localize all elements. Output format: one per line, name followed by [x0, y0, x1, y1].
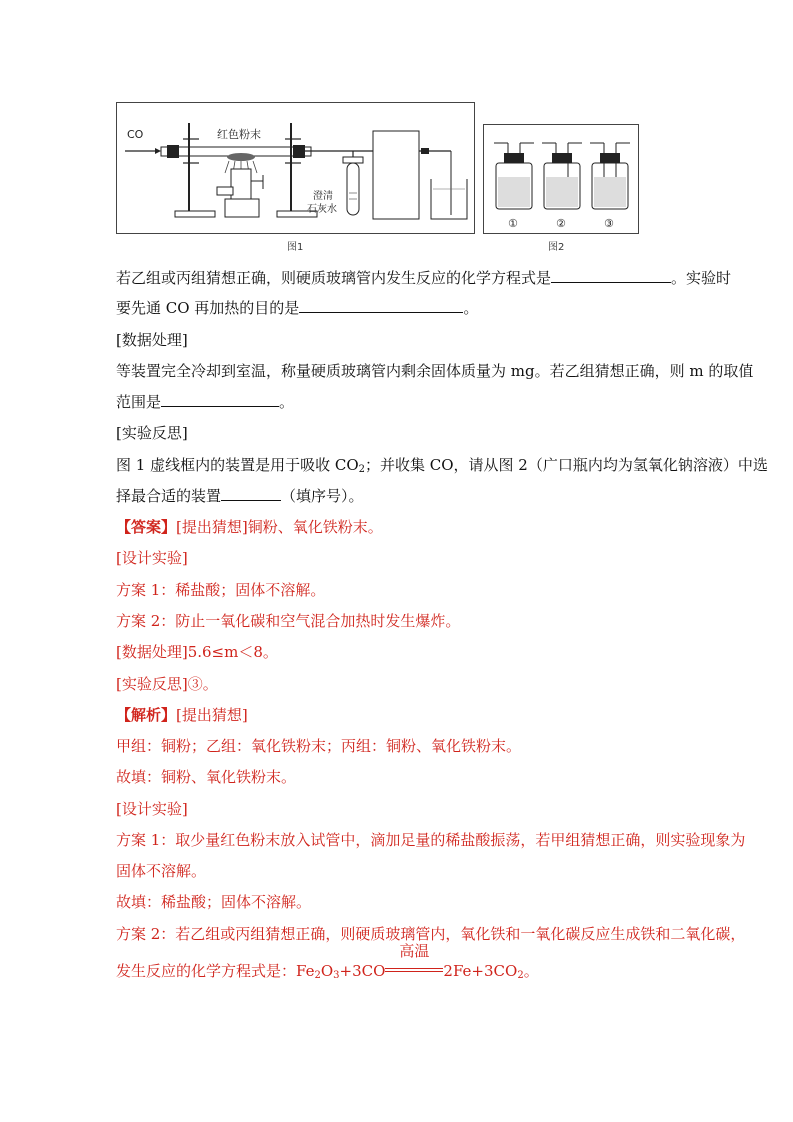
bottle-1-label: ①: [508, 217, 518, 230]
question-line-1: 若乙组或丙组猜想正确，则硬质玻璃管内发生反应的化学方程式是 。实验时: [116, 269, 732, 287]
analysis-tag: 【解析】: [116, 706, 177, 724]
section-data-processing: [数据处理]: [116, 331, 188, 349]
reaction-condition: 高温: [385, 961, 443, 981]
figure-1-apparatus: [116, 102, 475, 234]
analysis-line-3: 故填：铜粉、氧化铁粉末。: [116, 768, 297, 786]
red-powder-label: 红色粉末: [217, 128, 261, 141]
question-line-8: 择最合适的装置 （填序号）。: [116, 487, 364, 505]
stopper-right: [293, 145, 305, 158]
answer-line-1: 【答案】[提出猜想]铜粉、氧化铁粉末。: [116, 518, 383, 536]
figure-1-caption: 图1: [287, 242, 304, 253]
analysis-line-9-equation: 发生反应的化学方程式是：$Fe_2O_3+3CO$ 高温 $2Fe+3CO_2$。: [116, 942, 539, 981]
answer-blank-3: [161, 392, 279, 407]
answer-blank-4: [221, 486, 281, 501]
figure-2-bottles: [483, 124, 639, 234]
limewater-label-2: 石灰水: [307, 204, 337, 215]
analysis-line-1: 【解析】[提出猜想]: [116, 706, 248, 724]
co-label: CO: [127, 128, 144, 141]
apparatus-drawing: [117, 103, 474, 233]
analysis-line-7: 故填：稀盐酸；固体不溶解。: [116, 893, 312, 911]
answer-blank-2: [299, 298, 463, 313]
arrow-head-icon: [155, 148, 161, 154]
answer-line-6: [实验反思]③。: [116, 675, 218, 693]
answer-line-5: [数据处理]5.6≤m＜8。: [116, 643, 278, 661]
analysis-line-8: 方案 2：若乙组或丙组猜想正确，则硬质玻璃管内，氧化铁和一氧化碳反应生成铁和二氧化碳，: [116, 925, 746, 943]
answer-line-2: [设计实验]: [116, 549, 188, 567]
answer-blank-1: [551, 268, 671, 283]
test-tube: [347, 163, 359, 215]
section-reflection: [实验反思]: [116, 424, 188, 442]
answer-tag: 【答案】: [116, 518, 177, 536]
alcohol-lamp: [231, 169, 251, 199]
analysis-line-6: 固体不溶解。: [116, 862, 207, 880]
limewater-label-1: 澄清: [313, 191, 333, 202]
question-line-7: 图 1 虚线框内的装置是用于吸收 $CO_2$；并收集 CO，请从图 2（广口瓶内均为氢氧化钠溶液）中选: [116, 456, 768, 475]
answer-line-3: 方案 1：稀盐酸；固体不溶解。: [116, 581, 326, 599]
equals-bar: [385, 968, 443, 972]
stopper-left: [167, 145, 179, 158]
question-line-5: 范围是 。: [116, 393, 295, 411]
beaker: [431, 179, 467, 219]
analysis-line-5: 方案 1：取少量红色粉末放入试管中，滴加足量的稀盐酸振荡，若甲组猜想正确，则实验现象为: [116, 831, 746, 849]
analysis-line-4: [设计实验]: [116, 800, 188, 818]
analysis-line-2: 甲组：铜粉；乙组：氧化铁粉末；丙组：铜粉、氧化铁粉末。: [116, 737, 522, 755]
question-line-4: 等装置完全冷却到室温，称量硬质玻璃管内剩余固体质量为 mg。若乙组猜想正确，则 m 的取值: [116, 362, 754, 380]
question-line-2: 要先通 CO 再加热的目的是 。: [116, 299, 479, 317]
bottle-2-label: ②: [556, 217, 566, 230]
bottles-drawing: [484, 125, 638, 233]
figure-2-caption: 图2: [548, 242, 565, 253]
answer-line-4: 方案 2：防止一氧化碳和空气混合加热时发生爆炸。: [116, 612, 461, 630]
dashed-box-device: [373, 131, 419, 219]
red-powder: [227, 153, 255, 161]
bottle-3-label: ③: [604, 217, 614, 230]
